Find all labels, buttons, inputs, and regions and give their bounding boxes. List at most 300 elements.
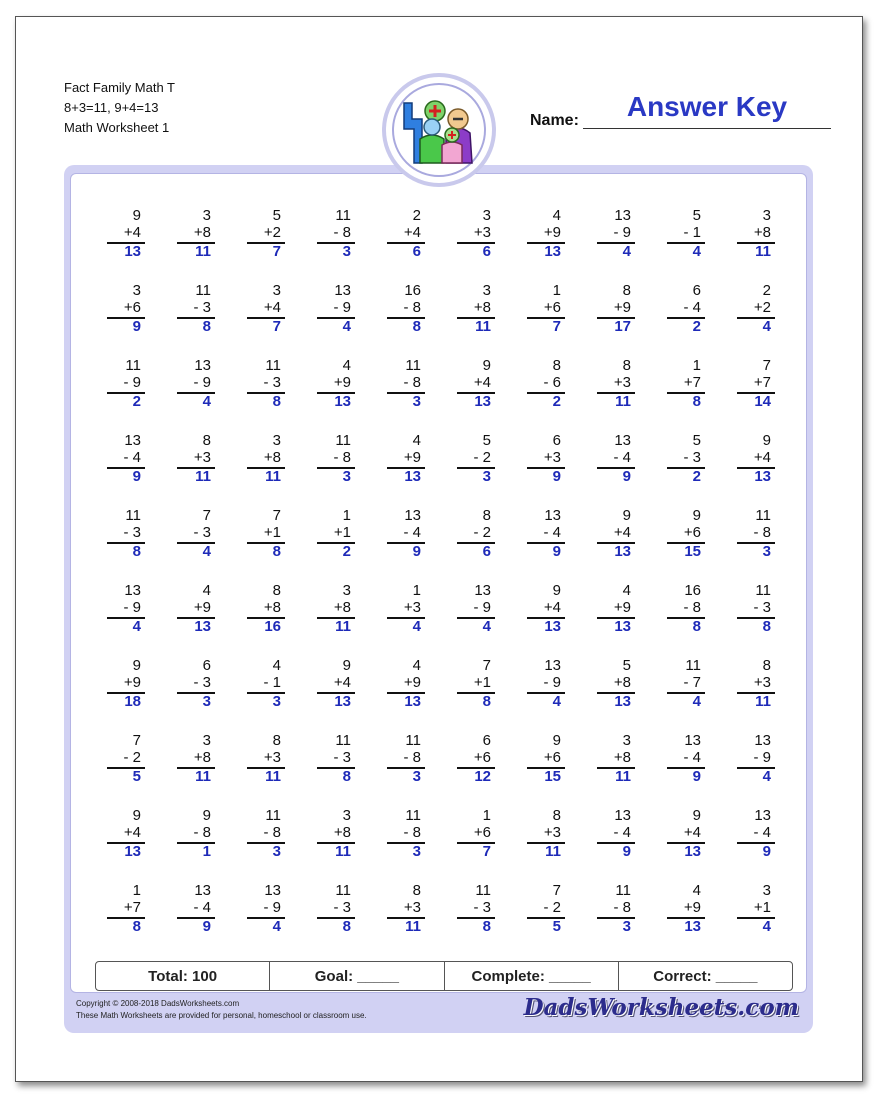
complete-cell[interactable]: Complete: _____ bbox=[445, 962, 619, 990]
problem-top-number: 6 bbox=[552, 432, 561, 449]
problem bbox=[527, 807, 565, 867]
problem-top-number: 7 bbox=[132, 732, 141, 749]
problem-top-number: 1 bbox=[692, 357, 701, 374]
problem-answer: 7 bbox=[552, 318, 561, 335]
problem bbox=[317, 732, 355, 792]
problem bbox=[457, 582, 495, 642]
problem bbox=[527, 882, 565, 942]
problem-top-number: 5 bbox=[622, 657, 631, 674]
problem-operand: +9 bbox=[613, 299, 631, 316]
problem bbox=[107, 207, 145, 267]
fact-family-logo bbox=[382, 73, 496, 187]
problem-answer: 11 bbox=[545, 843, 561, 860]
problem bbox=[107, 357, 145, 417]
problem-operand: - 4 bbox=[613, 449, 631, 466]
problem bbox=[457, 732, 495, 792]
problem bbox=[247, 357, 285, 417]
problem-answer: 4 bbox=[692, 693, 701, 710]
worksheet-number: Math Worksheet 1 bbox=[64, 120, 170, 135]
problem-operand: +4 bbox=[683, 824, 701, 841]
problem-top-number: 13 bbox=[474, 582, 491, 599]
problem-operand: - 3 bbox=[263, 374, 281, 391]
problem-answer: 9 bbox=[622, 843, 631, 860]
problem bbox=[177, 882, 215, 942]
problem-top-number: 11 bbox=[335, 432, 351, 449]
problem-operand: - 3 bbox=[473, 899, 491, 916]
problem-answer: 4 bbox=[342, 318, 351, 335]
problem bbox=[527, 507, 565, 567]
problem-operand: +4 bbox=[123, 824, 141, 841]
total-cell: Total: 100 bbox=[96, 962, 270, 990]
problem bbox=[527, 207, 565, 267]
problem-top-number: 8 bbox=[272, 732, 281, 749]
problem-operand: +6 bbox=[473, 749, 491, 766]
problem-top-number: 7 bbox=[552, 882, 561, 899]
problem-answer: 3 bbox=[272, 843, 281, 860]
problem bbox=[527, 657, 565, 717]
problem-top-number: 8 bbox=[482, 507, 491, 524]
problem-top-number: 8 bbox=[622, 282, 631, 299]
problem-answer: 8 bbox=[272, 393, 281, 410]
problem bbox=[317, 882, 355, 942]
problem-top-number: 13 bbox=[194, 882, 211, 899]
problem bbox=[317, 282, 355, 342]
problem-answer: 13 bbox=[754, 468, 771, 485]
problem-top-number: 5 bbox=[482, 432, 491, 449]
problem-operand: - 3 bbox=[193, 299, 211, 316]
problem-answer: 13 bbox=[124, 843, 141, 860]
problem-operand: - 8 bbox=[263, 824, 281, 841]
problem-answer: 5 bbox=[552, 918, 561, 935]
problem-top-number: 11 bbox=[755, 582, 771, 599]
problem-operand: +4 bbox=[403, 224, 421, 241]
problem-top-number: 3 bbox=[342, 807, 351, 824]
problem-answer: 7 bbox=[482, 843, 491, 860]
problem-operand: +2 bbox=[753, 299, 771, 316]
problem-answer: 2 bbox=[132, 393, 141, 410]
problem-operand: - 8 bbox=[613, 899, 631, 916]
problem-top-number: 11 bbox=[125, 357, 141, 374]
problem-operand: - 8 bbox=[333, 224, 351, 241]
problem-operand: - 7 bbox=[683, 674, 701, 691]
problem bbox=[387, 807, 425, 867]
problem bbox=[667, 807, 705, 867]
problem-answer: 13 bbox=[544, 618, 561, 635]
problem-answer: 13 bbox=[404, 468, 421, 485]
problem-operand: - 4 bbox=[193, 899, 211, 916]
problem-answer: 11 bbox=[405, 918, 421, 935]
problem-top-number: 4 bbox=[342, 357, 351, 374]
problem-answer: 2 bbox=[552, 393, 561, 410]
problem-operand: - 9 bbox=[263, 899, 281, 916]
problem-operand: +8 bbox=[193, 749, 211, 766]
problem-top-number: 11 bbox=[335, 882, 351, 899]
problem bbox=[387, 432, 425, 492]
problem-answer: 2 bbox=[692, 318, 701, 335]
problem bbox=[737, 657, 775, 717]
problem-top-number: 11 bbox=[475, 882, 491, 899]
problem-top-number: 9 bbox=[552, 732, 561, 749]
problem bbox=[667, 882, 705, 942]
problem-operand: +6 bbox=[473, 824, 491, 841]
problem-top-number: 1 bbox=[132, 882, 141, 899]
problem bbox=[247, 282, 285, 342]
problem-answer: 9 bbox=[762, 843, 771, 860]
problem-top-number: 9 bbox=[622, 507, 631, 524]
problem-operand: - 6 bbox=[543, 374, 561, 391]
problem-operand: +3 bbox=[543, 824, 561, 841]
problem-answer: 4 bbox=[132, 618, 141, 635]
problem-answer: 11 bbox=[195, 468, 211, 485]
problem-operand: +4 bbox=[613, 524, 631, 541]
problem-top-number: 9 bbox=[762, 432, 771, 449]
problem-answer: 8 bbox=[692, 618, 701, 635]
problem-answer: 18 bbox=[124, 693, 141, 710]
problem-operand: - 8 bbox=[333, 449, 351, 466]
problem bbox=[667, 732, 705, 792]
usage-note: These Math Worksheets are provided for personal, homeschool or classroom use. bbox=[76, 1011, 367, 1020]
brand-logo: DadsWorksheets.com bbox=[523, 994, 799, 1021]
problem-answer: 8 bbox=[202, 318, 211, 335]
problem bbox=[107, 807, 145, 867]
problem-answer: 16 bbox=[264, 618, 281, 635]
problem-operand: +8 bbox=[263, 449, 281, 466]
problem-operand: +3 bbox=[403, 899, 421, 916]
problem-operand: +7 bbox=[123, 899, 141, 916]
problem-top-number: 11 bbox=[335, 207, 351, 224]
problem-operand: +3 bbox=[193, 449, 211, 466]
problem-area bbox=[70, 173, 807, 993]
problem-answer: 13 bbox=[544, 243, 561, 260]
problem-operand: - 8 bbox=[403, 749, 421, 766]
problem-operand: - 9 bbox=[123, 374, 141, 391]
problem-operand: +4 bbox=[753, 449, 771, 466]
problem-operand: +7 bbox=[753, 374, 771, 391]
problem-top-number: 4 bbox=[692, 882, 701, 899]
problem-answer: 9 bbox=[622, 468, 631, 485]
problem bbox=[527, 582, 565, 642]
problem-top-number: 3 bbox=[762, 882, 771, 899]
problem-answer: 13 bbox=[194, 618, 211, 635]
problem bbox=[177, 582, 215, 642]
problem-operand: - 1 bbox=[683, 224, 701, 241]
problem bbox=[247, 507, 285, 567]
problem bbox=[597, 732, 635, 792]
problem-grid bbox=[71, 174, 806, 992]
problem-operand: +4 bbox=[333, 674, 351, 691]
problem-operand: - 3 bbox=[193, 674, 211, 691]
problem-answer: 9 bbox=[132, 468, 141, 485]
problem bbox=[737, 732, 775, 792]
problem-operand: +9 bbox=[683, 899, 701, 916]
problem-answer: 3 bbox=[482, 468, 491, 485]
problem bbox=[597, 207, 635, 267]
problem bbox=[317, 207, 355, 267]
problem-top-number: 8 bbox=[272, 582, 281, 599]
problem-answer: 9 bbox=[692, 768, 701, 785]
problem bbox=[667, 282, 705, 342]
problem-answer: 2 bbox=[692, 468, 701, 485]
problem bbox=[597, 807, 635, 867]
problem-answer: 12 bbox=[474, 768, 491, 785]
problem-top-number: 11 bbox=[405, 732, 421, 749]
problem-operand: - 3 bbox=[683, 449, 701, 466]
problem-answer: 5 bbox=[132, 768, 141, 785]
problem-answer: 13 bbox=[474, 393, 491, 410]
problem bbox=[247, 732, 285, 792]
problem-answer: 13 bbox=[614, 693, 631, 710]
problem-top-number: 13 bbox=[124, 582, 141, 599]
problem bbox=[527, 357, 565, 417]
problem bbox=[387, 282, 425, 342]
problem-operand: - 2 bbox=[473, 449, 491, 466]
problem-top-number: 13 bbox=[404, 507, 421, 524]
problem-operand: +9 bbox=[333, 374, 351, 391]
worksheet-page bbox=[15, 16, 863, 1082]
problem-operand: - 2 bbox=[473, 524, 491, 541]
problem-top-number: 7 bbox=[272, 507, 281, 524]
problem-operand: +6 bbox=[543, 749, 561, 766]
footer bbox=[76, 998, 367, 1022]
problem-top-number: 13 bbox=[124, 432, 141, 449]
problem-answer: 4 bbox=[482, 618, 491, 635]
problem-answer: 11 bbox=[195, 243, 211, 260]
problem-top-number: 13 bbox=[614, 207, 631, 224]
problem bbox=[387, 657, 425, 717]
problem-operand: +3 bbox=[403, 599, 421, 616]
problem bbox=[317, 657, 355, 717]
problem-answer: 8 bbox=[482, 918, 491, 935]
problem-operand: +4 bbox=[263, 299, 281, 316]
problem bbox=[177, 432, 215, 492]
problem-answer: 11 bbox=[265, 468, 281, 485]
name-field[interactable] bbox=[583, 128, 831, 129]
problem-answer: 15 bbox=[684, 543, 701, 560]
problem-top-number: 8 bbox=[202, 432, 211, 449]
name-label: Name: bbox=[530, 112, 579, 129]
problem bbox=[247, 582, 285, 642]
problem bbox=[317, 357, 355, 417]
problem-operand: +3 bbox=[753, 674, 771, 691]
problem-answer: 3 bbox=[342, 468, 351, 485]
problem-operand: - 4 bbox=[753, 824, 771, 841]
problem bbox=[457, 507, 495, 567]
problem-operand: +6 bbox=[683, 524, 701, 541]
problem bbox=[177, 507, 215, 567]
correct-cell[interactable]: Correct: _____ bbox=[653, 967, 758, 985]
problem bbox=[387, 882, 425, 942]
problem bbox=[107, 657, 145, 717]
goal-cell[interactable]: Goal: _____ bbox=[270, 962, 444, 990]
problem-top-number: 11 bbox=[755, 507, 771, 524]
problem-operand: +9 bbox=[403, 674, 421, 691]
problem-answer: 8 bbox=[132, 918, 141, 935]
problem-answer: 13 bbox=[124, 243, 141, 260]
problem bbox=[177, 807, 215, 867]
problem-operand: - 4 bbox=[683, 749, 701, 766]
problem-top-number: 5 bbox=[692, 432, 701, 449]
problem-top-number: 3 bbox=[762, 207, 771, 224]
problem bbox=[177, 357, 215, 417]
problem bbox=[597, 882, 635, 942]
problem-top-number: 9 bbox=[692, 807, 701, 824]
problem-answer: 3 bbox=[202, 693, 211, 710]
problem-answer: 8 bbox=[762, 618, 771, 635]
problem bbox=[177, 207, 215, 267]
problem-operand: - 3 bbox=[193, 524, 211, 541]
problem bbox=[457, 657, 495, 717]
problem-operand: +8 bbox=[193, 224, 211, 241]
problem-answer: 15 bbox=[544, 768, 561, 785]
problem bbox=[387, 357, 425, 417]
problem-top-number: 3 bbox=[482, 282, 491, 299]
problem-top-number: 13 bbox=[754, 732, 771, 749]
problem-answer: 4 bbox=[622, 243, 631, 260]
problem-operand: - 4 bbox=[683, 299, 701, 316]
problem-answer: 2 bbox=[342, 543, 351, 560]
problem-top-number: 3 bbox=[272, 432, 281, 449]
problem-answer: 6 bbox=[482, 243, 491, 260]
problem-operand: - 8 bbox=[683, 599, 701, 616]
problem-answer: 4 bbox=[762, 318, 771, 335]
problem bbox=[247, 807, 285, 867]
problem bbox=[107, 882, 145, 942]
problem-operand: - 1 bbox=[263, 674, 281, 691]
problem bbox=[527, 732, 565, 792]
problem bbox=[737, 882, 775, 942]
problem-top-number: 3 bbox=[272, 282, 281, 299]
score-bar bbox=[95, 961, 793, 991]
problem bbox=[247, 882, 285, 942]
problem bbox=[737, 582, 775, 642]
problem bbox=[597, 507, 635, 567]
fact-family-icon bbox=[400, 93, 478, 171]
problem bbox=[667, 357, 705, 417]
problem-operand: - 9 bbox=[753, 749, 771, 766]
problem bbox=[527, 432, 565, 492]
problem-operand: +1 bbox=[753, 899, 771, 916]
problem-top-number: 9 bbox=[552, 582, 561, 599]
problem-operand: - 2 bbox=[543, 899, 561, 916]
problem-top-number: 7 bbox=[202, 507, 211, 524]
problem-operand: +8 bbox=[613, 749, 631, 766]
problem-top-number: 13 bbox=[684, 732, 701, 749]
problem-answer: 13 bbox=[334, 393, 351, 410]
problem bbox=[737, 357, 775, 417]
problem-operand: +8 bbox=[333, 599, 351, 616]
problem-top-number: 9 bbox=[132, 657, 141, 674]
problem-answer: 7 bbox=[272, 243, 281, 260]
problem-operand: - 4 bbox=[613, 824, 631, 841]
problem bbox=[387, 582, 425, 642]
problem-operand: - 9 bbox=[193, 374, 211, 391]
worksheet-subtitle: 8+3=11, 9+4=13 bbox=[64, 100, 159, 115]
problem bbox=[667, 657, 705, 717]
problem-answer: 4 bbox=[202, 393, 211, 410]
problem bbox=[737, 432, 775, 492]
problem-operand: +1 bbox=[333, 524, 351, 541]
problem bbox=[667, 432, 705, 492]
problem bbox=[597, 657, 635, 717]
problem bbox=[387, 207, 425, 267]
problem bbox=[737, 282, 775, 342]
problem-top-number: 1 bbox=[342, 507, 351, 524]
problem bbox=[317, 582, 355, 642]
problem-answer: 8 bbox=[272, 543, 281, 560]
problem-top-number: 2 bbox=[762, 282, 771, 299]
problem bbox=[247, 207, 285, 267]
problem-top-number: 11 bbox=[335, 732, 351, 749]
problem-answer: 3 bbox=[272, 693, 281, 710]
problem bbox=[177, 732, 215, 792]
problem-answer: 11 bbox=[615, 768, 631, 785]
problem-operand: +9 bbox=[123, 674, 141, 691]
problem-operand: +9 bbox=[193, 599, 211, 616]
problem-answer: 4 bbox=[552, 693, 561, 710]
problem-answer: 13 bbox=[684, 843, 701, 860]
problem-answer: 1 bbox=[202, 843, 211, 860]
problem-operand: +8 bbox=[613, 674, 631, 691]
problem-operand: +4 bbox=[473, 374, 491, 391]
problem bbox=[107, 432, 145, 492]
problem bbox=[317, 507, 355, 567]
problem bbox=[457, 882, 495, 942]
problem-top-number: 9 bbox=[132, 807, 141, 824]
problem-top-number: 11 bbox=[125, 507, 141, 524]
problem-top-number: 9 bbox=[202, 807, 211, 824]
problem-top-number: 8 bbox=[552, 807, 561, 824]
problem-answer: 9 bbox=[552, 543, 561, 560]
answer-key-heading: Answer Key bbox=[626, 91, 788, 122]
problem bbox=[107, 507, 145, 567]
problem-operand: +8 bbox=[473, 299, 491, 316]
problem-operand: - 3 bbox=[333, 899, 351, 916]
problem-answer: 14 bbox=[754, 393, 771, 410]
problem-operand: +3 bbox=[543, 449, 561, 466]
problem bbox=[597, 282, 635, 342]
problem-operand: - 3 bbox=[753, 599, 771, 616]
problem-top-number: 13 bbox=[754, 807, 771, 824]
problem-top-number: 7 bbox=[762, 357, 771, 374]
problem-top-number: 3 bbox=[342, 582, 351, 599]
problem-top-number: 9 bbox=[482, 357, 491, 374]
problem-answer: 4 bbox=[272, 918, 281, 935]
problem bbox=[177, 657, 215, 717]
problem-top-number: 11 bbox=[685, 657, 701, 674]
problem-top-number: 6 bbox=[482, 732, 491, 749]
problem-answer: 11 bbox=[335, 618, 351, 635]
problem-answer: 3 bbox=[342, 243, 351, 260]
problem-answer: 11 bbox=[475, 318, 491, 335]
problem-answer: 4 bbox=[762, 918, 771, 935]
problem-top-number: 13 bbox=[264, 882, 281, 899]
problem-answer: 4 bbox=[202, 543, 211, 560]
problem-operand: - 9 bbox=[333, 299, 351, 316]
problem-operand: +4 bbox=[123, 224, 141, 241]
problem-operand: - 9 bbox=[123, 599, 141, 616]
problem-operand: +7 bbox=[683, 374, 701, 391]
problem-operand: - 9 bbox=[473, 599, 491, 616]
problem-top-number: 4 bbox=[622, 582, 631, 599]
problem bbox=[107, 582, 145, 642]
problem-answer: 11 bbox=[755, 243, 771, 260]
problem bbox=[457, 207, 495, 267]
problem-top-number: 13 bbox=[614, 807, 631, 824]
problem-top-number: 13 bbox=[544, 507, 561, 524]
problem-top-number: 11 bbox=[195, 282, 211, 299]
problem-answer: 11 bbox=[195, 768, 211, 785]
problem-top-number: 11 bbox=[615, 882, 631, 899]
